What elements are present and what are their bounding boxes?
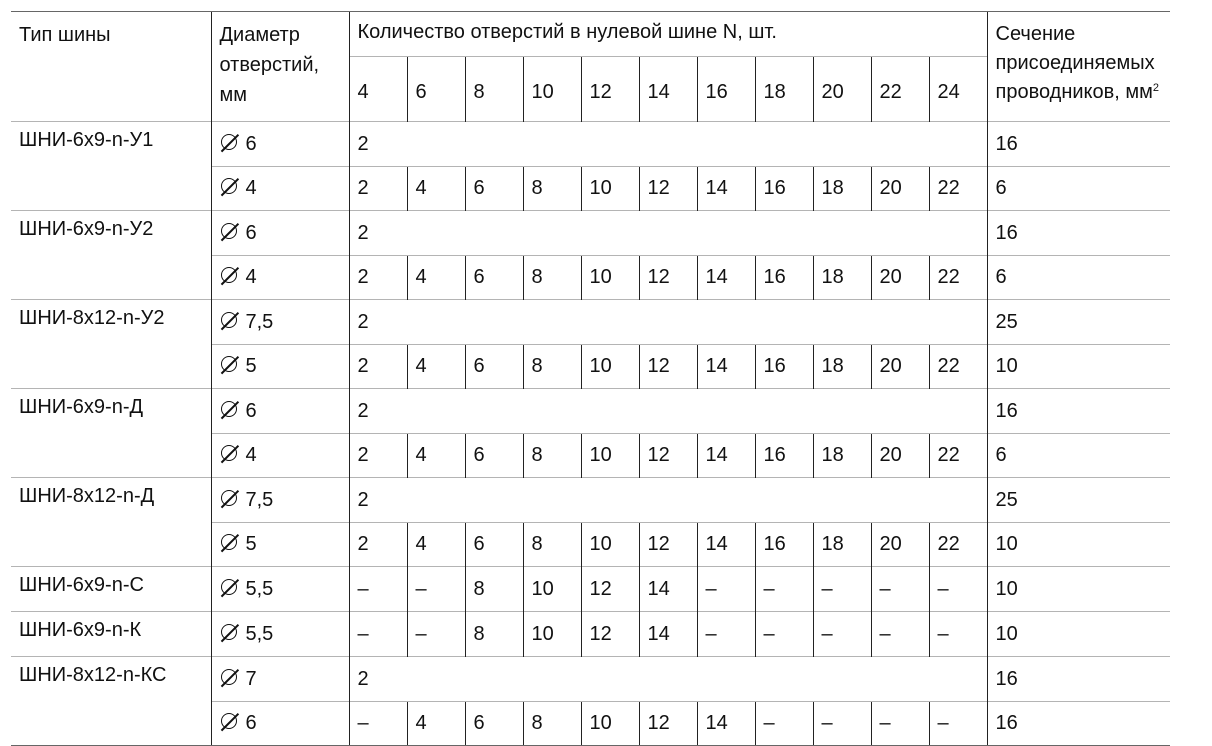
n-value-header: 4 (349, 57, 407, 122)
diameter-symbol-icon (220, 623, 240, 643)
hole-count-cell: – (929, 612, 987, 657)
hole-count-cell: 16 (755, 344, 813, 389)
table-row (11, 389, 1170, 434)
hole-diameter-cell (211, 522, 349, 567)
n-value-header: 18 (755, 57, 813, 122)
hole-count-cell: 8 (523, 255, 581, 300)
hole-count-span-cell: 2 (349, 478, 987, 523)
conductor-section-cell: 6 (987, 166, 1170, 211)
n-value-header: 8 (465, 57, 523, 122)
hole-count-span-cell: 2 (349, 389, 987, 434)
busbar-type-cell: ШНИ-8х12-n-Д (11, 478, 211, 523)
hole-count-cell: – (871, 567, 929, 612)
hole-diameter-value: 6 (245, 221, 257, 244)
busbar-type-cell: ШНИ-6х9-n-С (11, 567, 211, 612)
diameter-symbol-icon (220, 133, 240, 153)
hole-count-cell: 12 (639, 433, 697, 478)
hole-count-cell: 12 (639, 344, 697, 389)
hole-count-cell: 10 (581, 166, 639, 211)
n-value-header: 20 (813, 57, 871, 122)
hole-count-cell: 10 (523, 567, 581, 612)
hole-diameter-cell (211, 567, 349, 612)
hole-count-span-cell: 2 (349, 657, 987, 702)
hole-count-cell: 2 (349, 433, 407, 478)
hole-count-cell: 22 (929, 166, 987, 211)
hole-count-cell: 12 (639, 522, 697, 567)
hole-count-cell: – (349, 701, 407, 746)
table-row (11, 478, 1170, 523)
hole-count-cell: 22 (929, 433, 987, 478)
busbar-type-cell (11, 255, 211, 300)
table-row (11, 344, 1170, 389)
conductor-section-cell: 25 (987, 478, 1170, 523)
conductor-section-cell: 6 (987, 433, 1170, 478)
n-value-header: 16 (697, 57, 755, 122)
hole-count-cell: – (871, 701, 929, 746)
hole-count-cell: 22 (929, 344, 987, 389)
busbar-type-cell: ШНИ-6х9-n-У2 (11, 211, 211, 256)
hole-count-cell: 18 (813, 344, 871, 389)
hole-count-cell: – (697, 612, 755, 657)
hole-count-cell: 14 (697, 255, 755, 300)
hole-count-cell: 6 (465, 433, 523, 478)
hole-count-cell: 6 (465, 255, 523, 300)
hole-count-cell: 18 (813, 255, 871, 300)
hole-count-cell: 12 (639, 166, 697, 211)
diameter-symbol-icon (220, 222, 240, 242)
hole-count-cell: – (755, 701, 813, 746)
conductor-section-cell: 16 (987, 389, 1170, 434)
hole-diameter-value: 6 (245, 399, 257, 422)
hole-count-cell: – (755, 612, 813, 657)
hole-diameter-cell (211, 300, 349, 345)
hole-count-cell: 8 (523, 522, 581, 567)
hole-count-cell: 2 (349, 344, 407, 389)
hole-count-cell: 14 (697, 701, 755, 746)
hole-count-cell: 14 (639, 567, 697, 612)
diameter-symbol-icon (220, 668, 240, 688)
busbar-type-cell: ШНИ-6х9-n-У1 (11, 122, 211, 167)
hole-count-cell: 20 (871, 522, 929, 567)
table-row (11, 522, 1170, 567)
n-value-header: 12 (581, 57, 639, 122)
conductor-section-cell: 10 (987, 612, 1170, 657)
hole-count-cell: 20 (871, 344, 929, 389)
diameter-symbol-icon (220, 578, 240, 598)
n-value-header: 10 (523, 57, 581, 122)
hole-count-cell: – (813, 612, 871, 657)
table-row (11, 300, 1170, 345)
hole-diameter-value: 5,5 (245, 623, 274, 645)
hole-count-cell: 10 (581, 522, 639, 567)
hole-diameter-value: 7,5 (245, 310, 274, 333)
diameter-symbol-icon (220, 355, 240, 375)
diameter-symbol-icon (220, 444, 240, 464)
hole-count-cell: 16 (755, 166, 813, 211)
diameter-symbol-icon (220, 533, 240, 553)
hole-count-cell: 6 (465, 522, 523, 567)
busbar-type-cell: ШНИ-8х12-n-У2 (11, 300, 211, 345)
hole-count-cell: 12 (581, 567, 639, 612)
hole-diameter-cell (211, 255, 349, 300)
hole-diameter-value: 6 (245, 712, 257, 735)
n-value-header: 14 (639, 57, 697, 122)
hole-diameter-value: 5 (245, 533, 257, 556)
hole-count-cell: 10 (581, 255, 639, 300)
diameter-symbol-icon (220, 489, 240, 509)
diameter-symbol-icon (220, 266, 240, 286)
hole-count-span-cell: 2 (349, 300, 987, 345)
diameter-column-header: Диаметр отверстий, мм (211, 12, 349, 122)
hole-count-cell: 4 (407, 166, 465, 211)
hole-count-cell: 8 (465, 612, 523, 657)
diameter-symbol-icon (220, 400, 240, 420)
hole-count-cell: 6 (465, 166, 523, 211)
busbar-type-cell: ШНИ-6х9-n-К (11, 612, 211, 657)
hole-diameter-cell (211, 701, 349, 746)
hole-diameter-cell (211, 122, 349, 167)
conductor-section-cell: 25 (987, 300, 1170, 345)
hole-count-cell: 2 (349, 522, 407, 567)
hole-count-cell: 8 (523, 433, 581, 478)
diameter-symbol-icon (220, 712, 240, 732)
hole-count-cell: 2 (349, 166, 407, 211)
hole-diameter-value: 4 (245, 266, 257, 289)
hole-count-cell: 4 (407, 701, 465, 746)
table-row (11, 122, 1170, 167)
hole-diameter-value: 4 (245, 444, 257, 467)
conductor-section-cell: 16 (987, 701, 1170, 746)
hole-count-cell: – (755, 567, 813, 612)
hole-diameter-cell (211, 211, 349, 256)
hole-count-cell: – (813, 701, 871, 746)
hole-count-cell: 20 (871, 166, 929, 211)
busbar-type-cell (11, 701, 211, 746)
hole-count-cell: 8 (523, 344, 581, 389)
hole-count-cell: 6 (465, 701, 523, 746)
hole-count-cell: 10 (523, 612, 581, 657)
table-row (11, 211, 1170, 256)
busbar-type-cell: ШНИ-6х9-n-Д (11, 389, 211, 434)
table-row (11, 567, 1170, 612)
hole-count-cell: 10 (581, 344, 639, 389)
hole-count-cell: – (813, 567, 871, 612)
hole-count-cell: 2 (349, 255, 407, 300)
hole-count-span-cell: 2 (349, 211, 987, 256)
n-value-header: 24 (929, 57, 987, 122)
conductor-section-cell: 10 (987, 344, 1170, 389)
hole-count-cell: 14 (697, 166, 755, 211)
holes-count-header: Количество отверстий в нулевой шине N, шт. (349, 12, 987, 57)
hole-diameter-cell (211, 657, 349, 702)
hole-count-cell: 20 (871, 255, 929, 300)
hole-count-cell: 10 (581, 701, 639, 746)
hole-count-cell: 18 (813, 522, 871, 567)
hole-count-cell: – (407, 567, 465, 612)
table-row (11, 612, 1170, 657)
busbar-type-cell (11, 433, 211, 478)
hole-count-cell: 20 (871, 433, 929, 478)
hole-count-cell: 12 (581, 612, 639, 657)
busbar-type-cell (11, 522, 211, 567)
hole-count-cell: 4 (407, 522, 465, 567)
hole-count-cell: 14 (639, 612, 697, 657)
table-row (11, 701, 1170, 746)
hole-count-cell: 18 (813, 433, 871, 478)
table-row (11, 166, 1170, 211)
hole-count-cell: 16 (755, 255, 813, 300)
hole-count-cell: 22 (929, 255, 987, 300)
diameter-symbol-icon (220, 177, 240, 197)
hole-diameter-value: 4 (245, 177, 257, 200)
hole-count-cell: 4 (407, 433, 465, 478)
hole-diameter-value: 7,5 (245, 488, 274, 511)
hole-diameter-cell (211, 344, 349, 389)
table-row (11, 433, 1170, 478)
busbar-type-cell (11, 344, 211, 389)
n-value-header: 22 (871, 57, 929, 122)
diameter-symbol-icon (220, 311, 240, 331)
hole-count-cell: – (349, 612, 407, 657)
conductor-section-cell: 16 (987, 657, 1170, 702)
section-header-text: Сечение присоединяемых проводников, мм (995, 23, 1155, 103)
hole-count-cell: – (871, 612, 929, 657)
n-value-header: 6 (407, 57, 465, 122)
conductor-section-cell: 6 (987, 255, 1170, 300)
hole-count-cell: – (697, 567, 755, 612)
section-column-header (987, 12, 1170, 122)
table-header-row (11, 12, 1170, 57)
hole-count-cell: 4 (407, 255, 465, 300)
hole-count-cell: 8 (523, 701, 581, 746)
hole-diameter-value: 6 (245, 132, 257, 155)
busbar-type-cell (11, 166, 211, 211)
hole-count-cell: 16 (755, 522, 813, 567)
hole-count-cell: 12 (639, 701, 697, 746)
hole-count-cell: 18 (813, 166, 871, 211)
hole-count-cell: 6 (465, 344, 523, 389)
hole-count-cell: 8 (523, 166, 581, 211)
hole-count-cell: 14 (697, 344, 755, 389)
hole-diameter-value: 7 (245, 667, 257, 690)
hole-diameter-cell (211, 433, 349, 478)
table-row (11, 657, 1170, 702)
hole-count-cell: – (929, 567, 987, 612)
hole-count-cell: 12 (639, 255, 697, 300)
table-row (11, 255, 1170, 300)
busbar-spec-table (11, 11, 1170, 746)
hole-diameter-value: 5,5 (245, 578, 274, 600)
conductor-section-cell: 10 (987, 522, 1170, 567)
conductor-section-cell: 16 (987, 122, 1170, 167)
conductor-section-cell: 16 (987, 211, 1170, 256)
hole-count-cell: 14 (697, 522, 755, 567)
hole-diameter-cell (211, 478, 349, 523)
hole-count-cell: – (929, 701, 987, 746)
hole-diameter-value: 5 (245, 355, 257, 378)
hole-count-cell: 10 (581, 433, 639, 478)
hole-diameter-cell (211, 166, 349, 211)
section-unit-superscript: 2 (1152, 82, 1160, 94)
type-column-header: Тип шины (11, 12, 211, 122)
hole-diameter-cell (211, 389, 349, 434)
conductor-section-cell: 10 (987, 567, 1170, 612)
hole-count-cell: 4 (407, 344, 465, 389)
busbar-type-cell: ШНИ-8х12-n-КС (11, 657, 211, 702)
hole-count-cell: – (349, 567, 407, 612)
hole-count-cell: 16 (755, 433, 813, 478)
hole-count-cell: – (407, 612, 465, 657)
hole-count-cell: 22 (929, 522, 987, 567)
hole-count-cell: 8 (465, 567, 523, 612)
hole-count-cell: 14 (697, 433, 755, 478)
hole-diameter-cell (211, 612, 349, 657)
hole-count-span-cell: 2 (349, 122, 987, 167)
